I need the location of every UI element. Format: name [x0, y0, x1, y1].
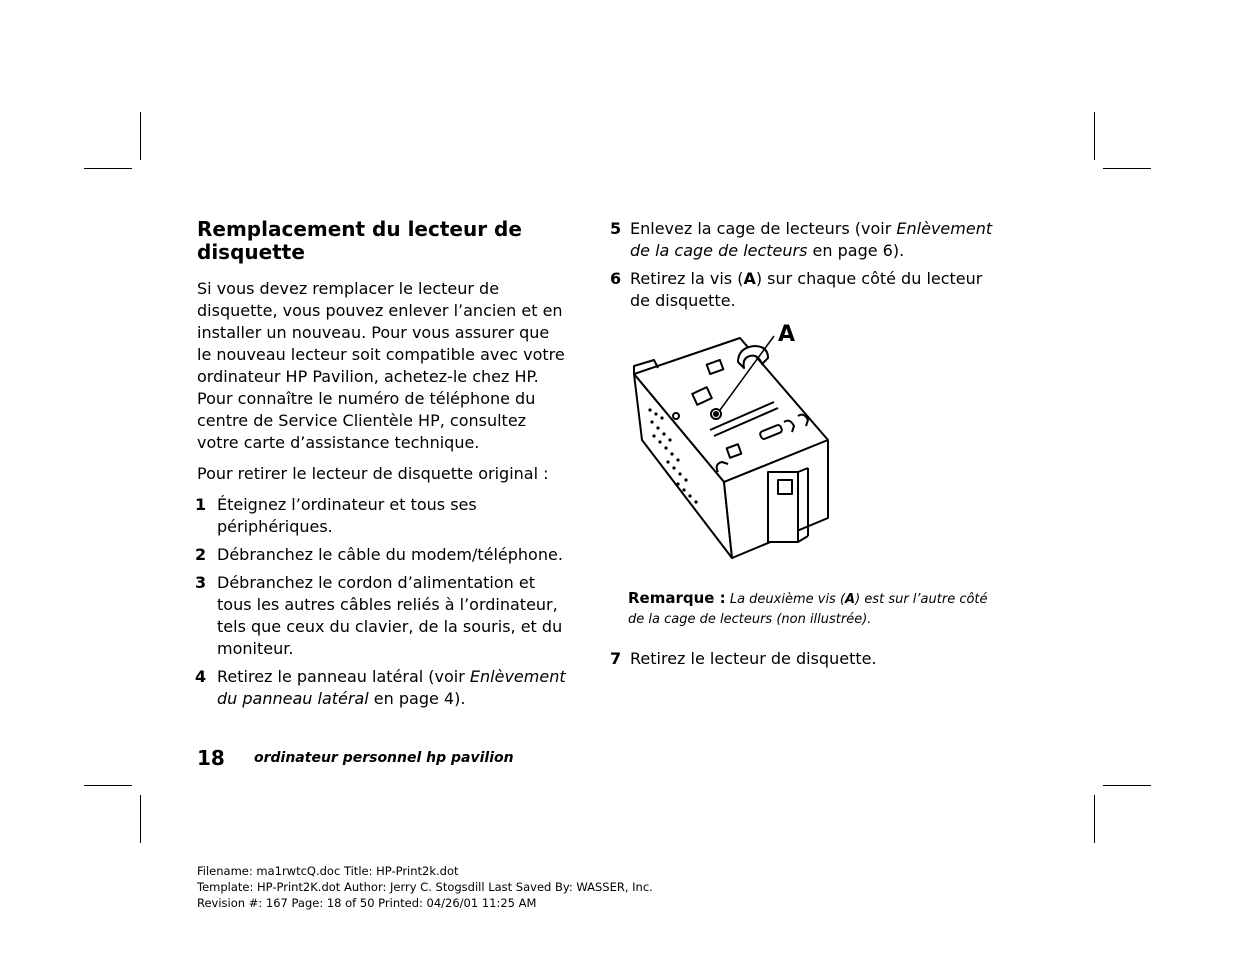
- step-number: 7: [610, 649, 622, 668]
- step-text: Retirez le lecteur de disquette.: [630, 649, 877, 668]
- step-text-post: en page 6).: [807, 241, 905, 260]
- step-6: [610, 268, 1000, 312]
- figure-callout-label: A: [778, 322, 796, 347]
- intro-paragraph: Si vous devez remplacer le lecteur de disquette, vous pouvez enlever l’ancien et en installer un nouveau. Pour vous assurer que le nouveau lecteur soit compatible avec votre ordinateur HP Pavilion, achetez-le chez HP. Pour connaître le numéro de téléphone du centre de Service Clientèle HP, consultez votre carte d’assistance technique.: [197, 279, 565, 452]
- step-7: [610, 648, 1000, 670]
- meta-line-2: Template: HP-Print2K.dot Author: Jerry C. Stogsdill Last Saved By: WASSER, Inc.: [197, 880, 653, 894]
- cross-reference: Enlèvement du panneau latéral: [217, 667, 566, 708]
- floppy-drive: [768, 472, 798, 542]
- crop-mark-bottom-left-v: [140, 795, 141, 843]
- step-text-pre: Enlevez la cage de lecteurs (voir: [630, 219, 897, 238]
- step-text-post: en page 4).: [368, 689, 466, 708]
- cross-reference: Enlèvement de la cage de lecteurs: [630, 219, 993, 260]
- note-text-post: ) est sur l’autre côté de la cage de lecteurs (non illustrée).: [628, 592, 988, 627]
- meta-line-1: Filename: ma1rwtcQ.doc Title: HP-Print2k.dot: [197, 864, 459, 878]
- step-text: Débranchez le cordon d’alimentation et tous les autres câbles reliés à l’ordinateur, tels que ceux du clavier, de la souris, et du moniteur.: [217, 573, 563, 658]
- step-2: [197, 544, 567, 566]
- step-number: 1: [195, 495, 207, 514]
- step-1: [197, 494, 567, 538]
- section-title: [197, 218, 567, 264]
- step-text-pre: Retirez le panneau latéral (voir: [217, 667, 470, 686]
- page-number: 18: [197, 746, 225, 770]
- running-footer-title: ordinateur personnel hp pavilion: [254, 750, 514, 766]
- step-number: 6: [610, 269, 622, 288]
- step-text-post: ) sur chaque côté du lecteur de disquette.: [630, 269, 983, 310]
- step-number: 5: [610, 219, 622, 238]
- step-number: 2: [195, 545, 207, 564]
- document-metadata: [197, 863, 653, 911]
- crop-mark-top-right-h: [1103, 168, 1151, 169]
- note-text-pre: La deuxième vis (: [729, 592, 846, 607]
- note-callout-letter: A: [845, 592, 856, 607]
- step-4: [197, 666, 567, 710]
- crop-mark-top-left-v: [140, 112, 141, 160]
- crop-mark-bottom-left-h: [84, 785, 132, 786]
- step-5: [610, 218, 1000, 262]
- step-text: Débranchez le câble du modem/téléphone.: [217, 545, 563, 564]
- step-3: [197, 572, 567, 660]
- drive-cage-illustration: [628, 322, 928, 572]
- step-number: 4: [195, 667, 207, 686]
- section-title-line1: Remplacement du lecteur de: [197, 217, 522, 241]
- note-label: Remarque :: [628, 589, 726, 607]
- left-column: [197, 218, 567, 716]
- step-text: Éteignez l’ordinateur et tous ses périphériques.: [217, 495, 477, 536]
- crop-mark-bottom-right-v: [1094, 795, 1095, 843]
- step-text-pre: Retirez la vis (: [630, 269, 744, 288]
- callout-letter: A: [743, 269, 756, 288]
- right-column: [610, 218, 1000, 676]
- note: [628, 588, 1000, 630]
- crop-mark-bottom-right-h: [1103, 785, 1151, 786]
- section-title-line2: disquette: [197, 240, 305, 264]
- step-number: 3: [195, 573, 207, 592]
- meta-line-3: Revision #: 167 Page: 18 of 50 Printed: 04/26/01 11:25 AM: [197, 896, 537, 910]
- crop-mark-top-right-v: [1094, 112, 1095, 160]
- lead-paragraph: Pour retirer le lecteur de disquette original :: [197, 464, 549, 483]
- drive-cage-drawing: [628, 322, 928, 572]
- crop-mark-top-left-h: [84, 168, 132, 169]
